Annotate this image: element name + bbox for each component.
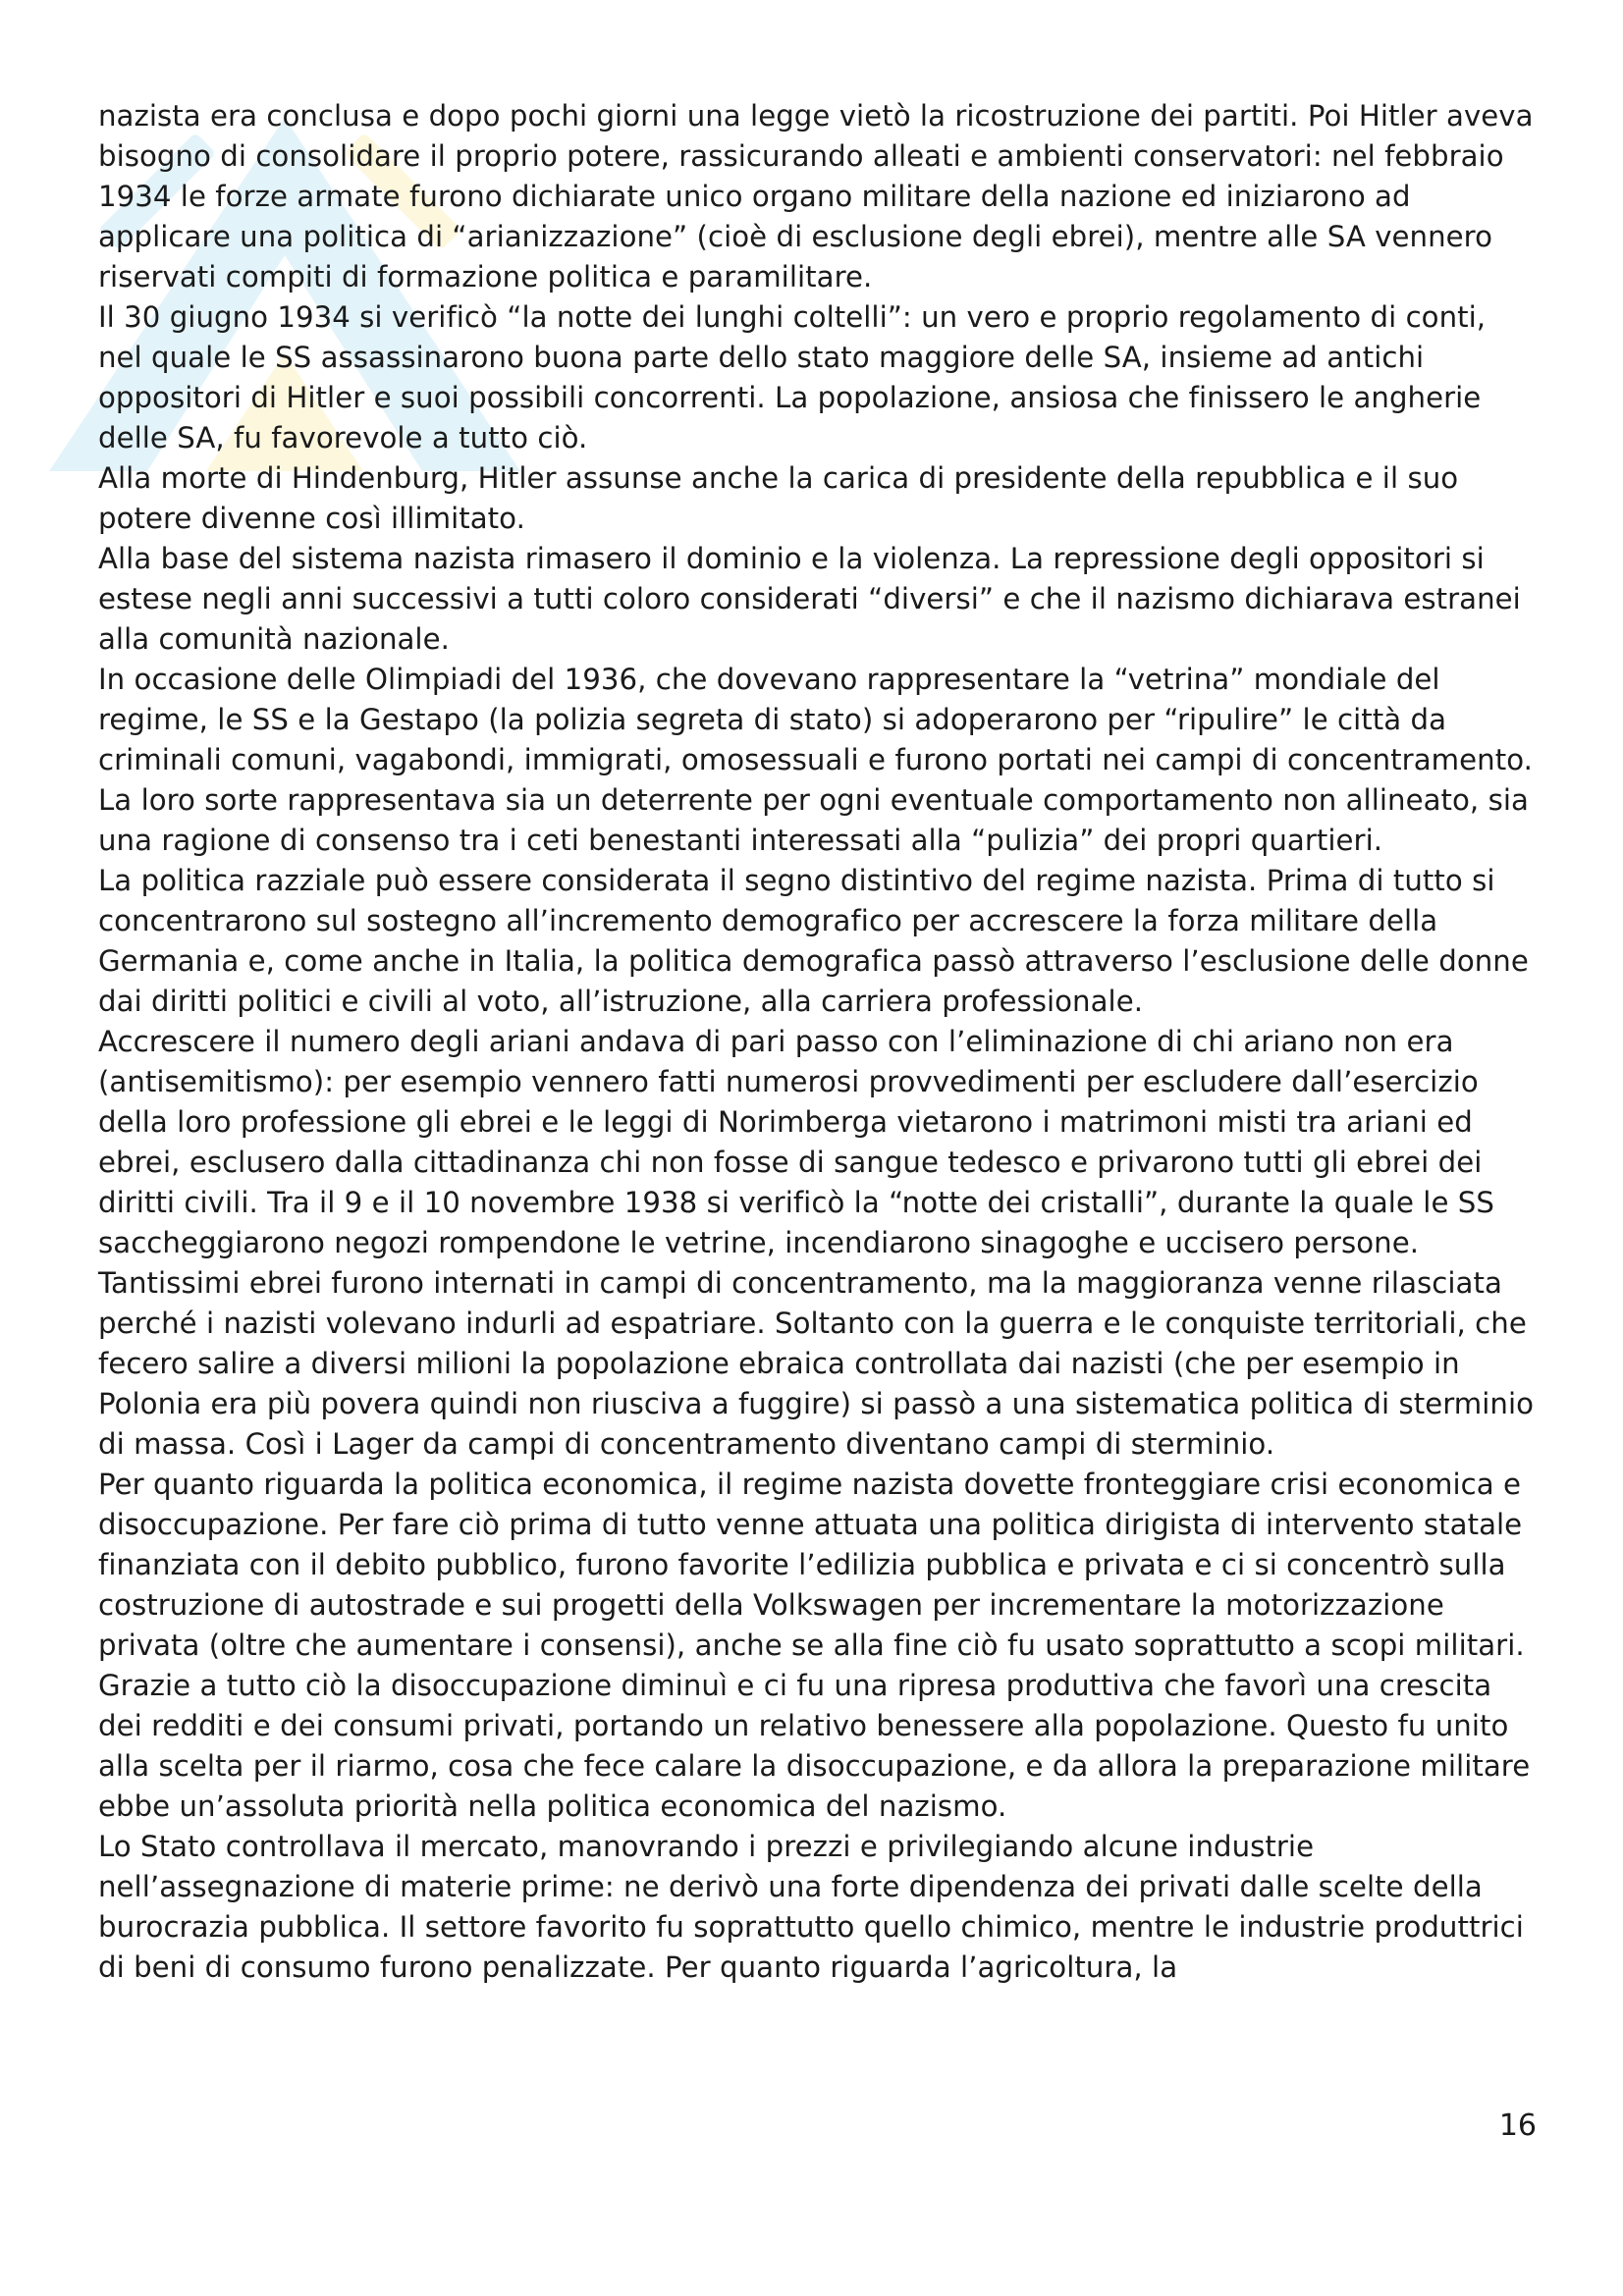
paragraph: Accrescere il numero degli ariani andava di pari passo con l’eliminazione di chi ariano non era (antisemitismo): per esempio vennero fatti numerosi provvedimenti per escludere dall’esercizio della loro professione gli ebrei e le leggi di Norimberga vietarono i matrimoni misti tra ariani ed ebrei, esclusero dalla cittadinanza chi non fosse di sangue tedesco e privarono tutti gli ebrei dei diritti civili. Tra il 9 e il 10 novembre 1938 si verificò la “notte dei cristalli”, durante la quale le SS saccheggiarono negozi rompendone le vetrine, incendiarono sinagoghe e uccisero persone. Tantissimi ebrei furono internati in campi di concentramento, ma la maggioranza venne rilasciata perché i nazisti volevano indurli ad espatriare. Soltanto con la guerra e le conquiste territoriali, che fecero salire a diversi milioni la popolazione ebraica controllata dai nazisti (che per esempio in Polonia era più povera quindi non riusciva a fuggire) si passò a una sistematica politica di sterminio di massa. Così i Lager da campi di concentramento diventano campi di sterminio. [98, 1025, 1535, 1461]
paragraph: Per quanto riguarda la politica economica, il regime nazista dovette fronteggiare crisi economica e disoccupazione. Per fare ciò prima di tutto venne attuata una politica dirigista di intervento statale finanziata con il debito pubblico, furono favorite l’edilizia pubblica e privata e ci si concentrò sulla costruzione di autostrade e sui progetti della Volkswagen per incrementare la motorizzazione privata (oltre che aumentare i consensi), anche se alla fine ciò fu usato soprattutto a scopi militari. Grazie a tutto ciò la disoccupazione diminuì e ci fu una ripresa produttiva che favorì una crescita dei redditi e dei consumi privati, portando un relativo benessere alla popolazione. Questo fu unito alla scelta per il riarmo, cosa che fece calare la disoccupazione, e da allora la preparazione militare ebbe un’assoluta priorità nella politica economica del nazismo. [98, 1468, 1531, 1823]
paragraph: Alla base del sistema nazista rimasero il dominio e la violenza. La repressione degli oppositori si estese negli anni successivi a tutti coloro considerati “diversi” e che il nazismo dichiarava estranei alla comunità nazionale. [98, 542, 1521, 656]
paragraph: Lo Stato controllava il mercato, manovrando i prezzi e privilegiando alcune industrie nell’assegnazione di materie prime: ne derivò una forte dipendenza dei privati dalle scelte della burocrazia pubblica. Il settore favorito fu soprattutto quello chimico, mentre le industrie produttrici di beni di consumo furono penalizzate. Per quanto riguarda l’agricoltura, la [98, 1830, 1524, 1984]
page-number: 16 [1498, 2109, 1537, 2143]
paragraph: La politica razziale può essere considerata il segno distintivo del regime nazista. Prima di tutto si concentrarono sul sostegno all’incremento demografico per accrescere la forza militare della Germania e, come anche in Italia, la politica demografica passò attraverso l’esclusione delle donne dai diritti politici e civili al voto, all’istruzione, alla carriera professionale. [98, 864, 1529, 1018]
paragraph: nazista era conclusa e dopo pochi giorni una legge vietò la ricostruzione dei partiti. Poi Hitler aveva bisogno di consolidare il proprio potere, rassicurando alleati e ambienti conservatori: nel febbraio 1934 le forze armate furono dichiarate unico organo militare della nazione ed iniziarono ad applicare una politica di “arianizzazione” (cioè di esclusione degli ebrei), mentre alle SA vennero riservati compiti di formazione politica e paramilitare. [98, 99, 1534, 294]
paragraph: In occasione delle Olimpiadi del 1936, che dovevano rappresentare la “vetrina” mondiale del regime, le SS e la Gestapo (la polizia segreta di stato) si adoperarono per “ripulire” le città da criminali comuni, vagabondi, immigrati, omosessuali e furono portati nei campi di concentramento. La loro sorte rappresentava sia un deterrente per ogni eventuale comportamento non allineato, sia una ragione di consenso tra i ceti benestanti interessati alla “pulizia” dei propri quartieri. [98, 663, 1533, 857]
paragraph: Il 30 giugno 1934 si verificò “la notte dei lunghi coltelli”: un vero e proprio regolamento di conti, nel quale le SS assassinarono buona parte dello stato maggiore delle SA, insieme ad antichi oppositori di Hitler e suoi possibili concorrenti. La popolazione, ansiosa che finissero le angherie delle SA, fu favorevole a tutto ciò. [98, 300, 1487, 454]
document-body [98, 96, 1534, 1988]
paragraph: Alla morte di Hindenburg, Hitler assunse anche la carica di presidente della repubblica e il suo potere divenne così illimitato. [98, 461, 1459, 535]
